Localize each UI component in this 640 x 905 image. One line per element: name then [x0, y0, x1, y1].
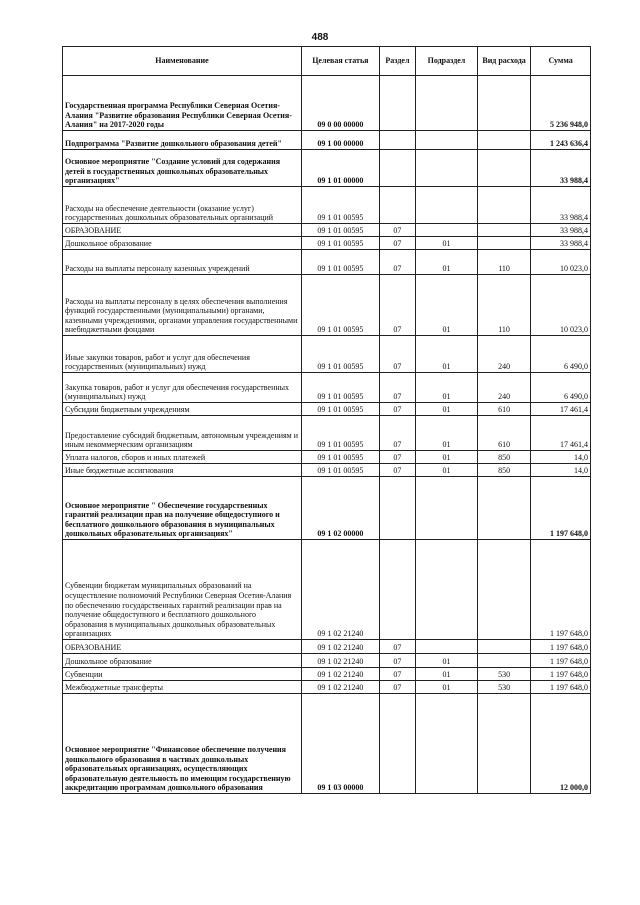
- row-target-article-cell: 09 1 02 21240: [301, 654, 379, 668]
- table-row: [63, 373, 591, 403]
- row-name-cell: Расходы на обеспечение деятельности (оказание услуг) государственных дошкольных образовательных организаций: [63, 187, 302, 224]
- row-subsection-cell: [416, 76, 478, 131]
- row-sum-cell: 1 197 648,0: [531, 640, 591, 654]
- row-subsection-cell: [416, 187, 478, 224]
- table-row: [63, 640, 591, 654]
- row-name-cell: Основное мероприятие "Финансовое обеспечение получения дошкольного образования в частных дошкольных образовательных организациях, осуществляющих образовательную деятельность по имеющим государственную аккредитацию программам дошкольного образования: [63, 694, 302, 794]
- row-name-cell: Дошкольное образование: [63, 237, 302, 250]
- row-target-article-cell: 09 1 02 21240: [301, 668, 379, 681]
- row-subsection-cell: 01: [416, 373, 478, 403]
- table-row: [63, 477, 591, 540]
- table-row: [63, 451, 591, 464]
- row-expense-type-cell: 530: [477, 681, 530, 694]
- row-expense-type-cell: 110: [477, 250, 530, 275]
- row-target-article-cell: 09 1 01 00595: [301, 451, 379, 464]
- row-sum-cell: 5 236 948,0: [531, 76, 591, 131]
- row-subsection-cell: 01: [416, 250, 478, 275]
- row-sum-cell: 10 023,0: [531, 275, 591, 336]
- table-row: [63, 237, 591, 250]
- row-name-cell: Расходы на выплаты персоналу в целях обеспечения выполнения функций государственными (муниципальными) органами, казенными учреждениями, органами управления государственными внебюджетными фондами: [63, 275, 302, 336]
- row-sum-cell: 33 988,4: [531, 187, 591, 224]
- row-sum-cell: 33 988,4: [531, 237, 591, 250]
- row-subsection-cell: 01: [416, 275, 478, 336]
- row-section-cell: 07: [379, 654, 415, 668]
- row-expense-type-cell: [477, 540, 530, 640]
- row-expense-type-cell: 610: [477, 416, 530, 451]
- table-row: [63, 275, 591, 336]
- row-name-cell: Основное мероприятие "Создание условий для содержания детей в государственных дошкольных образовательных организациях": [63, 150, 302, 187]
- row-name-cell: Субвенции бюджетам муниципальных образований на осуществление полномочий Республики Северная Осетия-Алания по обеспечению государственных гарантий реализации прав на получение общедоступного и бесплатного дошкольного образования в муниципальных дошкольных образовательных организациях: [63, 540, 302, 640]
- row-name-cell: Уплата налогов, сборов и иных платежей: [63, 451, 302, 464]
- row-subsection-cell: 01: [416, 237, 478, 250]
- row-section-cell: 07: [379, 373, 415, 403]
- row-name-cell: Подпрограмма "Развитие дошкольного образования детей": [63, 131, 302, 150]
- row-target-article-cell: 09 1 02 21240: [301, 681, 379, 694]
- row-sum-cell: 17 461,4: [531, 416, 591, 451]
- table-header-row: [63, 47, 591, 76]
- row-name-cell: ОБРАЗОВАНИЕ: [63, 224, 302, 237]
- header-target-article: Целевая статья: [301, 47, 379, 76]
- row-target-article-cell: 09 1 01 00595: [301, 275, 379, 336]
- row-name-cell: Дошкольное образование: [63, 654, 302, 668]
- row-section-cell: 07: [379, 464, 415, 477]
- row-sum-cell: 17 461,4: [531, 403, 591, 416]
- table-row: [63, 416, 591, 451]
- row-target-article-cell: 09 1 01 00595: [301, 416, 379, 451]
- page-number: 488: [311, 32, 329, 43]
- table-row: [63, 668, 591, 681]
- row-target-article-cell: 09 1 00 00000: [301, 131, 379, 150]
- header-expense-type: Вид расхода: [477, 47, 530, 76]
- row-expense-type-cell: 850: [477, 464, 530, 477]
- row-expense-type-cell: 240: [477, 373, 530, 403]
- header-name: Наименование: [63, 47, 302, 76]
- row-expense-type-cell: [477, 131, 530, 150]
- row-name-cell: ОБРАЗОВАНИЕ: [63, 640, 302, 654]
- row-target-article-cell: 09 1 02 21240: [301, 640, 379, 654]
- row-expense-type-cell: [477, 477, 530, 540]
- row-expense-type-cell: 850: [477, 451, 530, 464]
- table-row: [63, 540, 591, 640]
- row-name-cell: Иные бюджетные ассигнования: [63, 464, 302, 477]
- row-name-cell: Предоставление субсидий бюджетным, автономным учреждениям и иным некоммерческим организациям: [63, 416, 302, 451]
- row-expense-type-cell: 530: [477, 668, 530, 681]
- row-target-article-cell: 09 1 03 00000: [301, 694, 379, 794]
- table-row: [63, 654, 591, 668]
- row-section-cell: [379, 477, 415, 540]
- row-section-cell: 07: [379, 668, 415, 681]
- row-name-cell: Межбюджетные трансферты: [63, 681, 302, 694]
- row-sum-cell: 1 197 648,0: [531, 540, 591, 640]
- row-target-article-cell: 09 1 01 00595: [301, 224, 379, 237]
- table-row: [63, 224, 591, 237]
- row-name-cell: Закупка товаров, работ и услуг для обеспечения государственных (муниципальных) нужд: [63, 373, 302, 403]
- row-sum-cell: 14,0: [531, 464, 591, 477]
- row-expense-type-cell: [477, 654, 530, 668]
- table-row: [63, 403, 591, 416]
- row-section-cell: 07: [379, 250, 415, 275]
- row-sum-cell: 1 197 648,0: [531, 681, 591, 694]
- row-expense-type-cell: [477, 694, 530, 794]
- table-row: [63, 464, 591, 477]
- row-section-cell: 07: [379, 640, 415, 654]
- row-section-cell: 07: [379, 451, 415, 464]
- header-sum: Сумма: [531, 47, 591, 76]
- table-row: [63, 336, 591, 373]
- budget-table: [62, 46, 591, 794]
- row-subsection-cell: [416, 640, 478, 654]
- row-expense-type-cell: 240: [477, 336, 530, 373]
- row-section-cell: 07: [379, 403, 415, 416]
- row-subsection-cell: 01: [416, 416, 478, 451]
- table-row: [63, 681, 591, 694]
- table-body: [63, 76, 591, 794]
- row-section-cell: [379, 76, 415, 131]
- row-expense-type-cell: [477, 224, 530, 237]
- row-subsection-cell: 01: [416, 451, 478, 464]
- row-subsection-cell: [416, 224, 478, 237]
- row-name-cell: Расходы на выплаты персоналу казенных учреждений: [63, 250, 302, 275]
- row-section-cell: 07: [379, 224, 415, 237]
- row-target-article-cell: 09 1 01 00000: [301, 150, 379, 187]
- row-sum-cell: 33 988,4: [531, 224, 591, 237]
- row-expense-type-cell: [477, 187, 530, 224]
- row-name-cell: Государственная программа Республики Северная Осетия-Алания "Развитие образования Республики Северная Осетия-Алания" на 2017-2020 годы: [63, 76, 302, 131]
- row-sum-cell: 1 197 648,0: [531, 668, 591, 681]
- row-subsection-cell: [416, 540, 478, 640]
- row-section-cell: 07: [379, 681, 415, 694]
- row-subsection-cell: [416, 150, 478, 187]
- row-sum-cell: 1 243 636,4: [531, 131, 591, 150]
- row-sum-cell: 6 490,0: [531, 336, 591, 373]
- header-subsection: Подраздел: [416, 47, 478, 76]
- row-target-article-cell: 09 1 01 00595: [301, 250, 379, 275]
- row-subsection-cell: 01: [416, 681, 478, 694]
- row-sum-cell: 33 988,4: [531, 150, 591, 187]
- row-section-cell: [379, 131, 415, 150]
- table-row: [63, 250, 591, 275]
- row-expense-type-cell: 110: [477, 275, 530, 336]
- row-target-article-cell: 09 1 01 00595: [301, 187, 379, 224]
- table-row: [63, 150, 591, 187]
- row-sum-cell: 1 197 648,0: [531, 654, 591, 668]
- row-target-article-cell: 09 1 01 00595: [301, 464, 379, 477]
- table-row: [63, 187, 591, 224]
- row-subsection-cell: 01: [416, 403, 478, 416]
- row-target-article-cell: 09 1 01 00595: [301, 336, 379, 373]
- header-section: Раздел: [379, 47, 415, 76]
- row-section-cell: 07: [379, 237, 415, 250]
- row-expense-type-cell: [477, 76, 530, 131]
- row-expense-type-cell: [477, 150, 530, 187]
- row-name-cell: Иные закупки товаров, работ и услуг для обеспечения государственных (муниципальных) нужд: [63, 336, 302, 373]
- table-row: [63, 694, 591, 794]
- row-subsection-cell: 01: [416, 336, 478, 373]
- row-subsection-cell: 01: [416, 668, 478, 681]
- row-name-cell: Основное мероприятие " Обеспечение государственных гарантий реализации прав на получение общедоступного и бесплатного дошкольного образования в муниципальных дошкольных образовательных организациях": [63, 477, 302, 540]
- row-section-cell: [379, 540, 415, 640]
- row-sum-cell: 14,0: [531, 451, 591, 464]
- row-target-article-cell: 09 1 02 21240: [301, 540, 379, 640]
- row-subsection-cell: 01: [416, 654, 478, 668]
- row-subsection-cell: [416, 131, 478, 150]
- row-sum-cell: 6 490,0: [531, 373, 591, 403]
- row-section-cell: 07: [379, 275, 415, 336]
- row-subsection-cell: 01: [416, 464, 478, 477]
- row-subsection-cell: [416, 694, 478, 794]
- row-target-article-cell: 09 1 01 00595: [301, 403, 379, 416]
- row-subsection-cell: [416, 477, 478, 540]
- row-section-cell: [379, 187, 415, 224]
- table-row: [63, 76, 591, 131]
- row-section-cell: 07: [379, 336, 415, 373]
- table-row: [63, 131, 591, 150]
- row-expense-type-cell: [477, 237, 530, 250]
- row-sum-cell: 10 023,0: [531, 250, 591, 275]
- row-name-cell: Субсидии бюджетным учреждениям: [63, 403, 302, 416]
- row-sum-cell: 1 197 648,0: [531, 477, 591, 540]
- row-expense-type-cell: [477, 640, 530, 654]
- row-target-article-cell: 09 0 00 00000: [301, 76, 379, 131]
- row-section-cell: [379, 150, 415, 187]
- row-section-cell: 07: [379, 416, 415, 451]
- row-target-article-cell: 09 1 02 00000: [301, 477, 379, 540]
- row-name-cell: Субвенции: [63, 668, 302, 681]
- row-sum-cell: 12 000,0: [531, 694, 591, 794]
- row-target-article-cell: 09 1 01 00595: [301, 237, 379, 250]
- row-section-cell: [379, 694, 415, 794]
- row-expense-type-cell: 610: [477, 403, 530, 416]
- row-target-article-cell: 09 1 01 00595: [301, 373, 379, 403]
